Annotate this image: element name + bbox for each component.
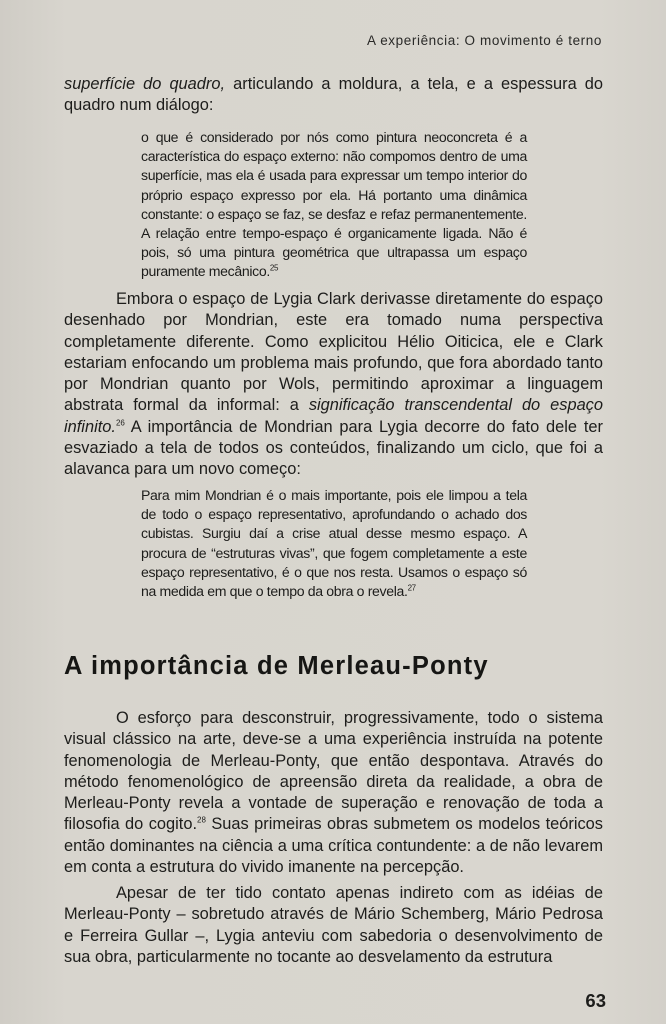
paragraph-2-text-b: A importância de Mondrian para Lygia decorre do fato dele ter esvaziado a tela de todos os conteúdos, finalizando um ciclo, que foi a alavanca para um novo começo:: [64, 417, 603, 479]
section-heading: A importância de Merleau-Ponty: [64, 652, 489, 680]
block-quote-2: [141, 486, 527, 601]
paragraph-4-text: Apesar de ter tido contato apenas indireto com as idéias de Merleau-Ponty – sobretudo através de Mário Schemberg, Mário Pedrosa e Ferreira Gullar –, Lygia anteviu com sabedoria o desenvolvimento de sua obra, particularmente no tocante ao desvelamento da estrutura: [64, 884, 603, 966]
running-head: A experiência: O movimento é terno: [366, 33, 602, 48]
paragraph-1-text: articulando a moldura, a tela, e a espessura do quadro num diálogo:: [64, 75, 603, 115]
paragraph-3-text-b: Suas primeiras obras submetem os modelos teóricos então dominantes na ciência a uma crítica contundente: a de não levarem em conta a estrutura do vivido imanente na percepção.: [64, 815, 603, 877]
paragraph-3-text-a: O esforço para desconstruir, progressivamente, todo o sistema visual clássico na arte, deve-se a uma experiência instruída na potente fenomenologia de Merleau-Ponty, que então despontava. Através do método fenomenológico de apreensão direta da realidade, a obra de Merleau-Ponty revela a vontade de superação e renovação de toda a filosofia do cogito.: [64, 709, 603, 834]
block-quote-1: [141, 128, 527, 282]
paragraph-2-text-a: Embora o espaço de Lygia Clark derivasse diretamente do espaço desenhado por Mondrian, este era tomado numa perspectiva completamente diferente. Como explicitou Hélio Oiticica, ele e Clark estariam enfocando um problema mais profundo, que fora abordado tanto por Mondrian quanto por Wols, permitindo aproximar a linguagem abstrata formal da informal: a: [64, 290, 603, 415]
paragraph-1-emphasis: superfície do quadro,: [64, 75, 226, 93]
footnote-ref-25: 25: [269, 263, 279, 273]
paragraph-2: [64, 289, 603, 481]
paragraph-2-emphasis: significação transcendental do espaço infinito.: [64, 396, 603, 436]
footnote-ref-27: 27: [407, 583, 416, 593]
page-number: 63: [585, 990, 606, 1011]
paragraph-3: [64, 708, 603, 878]
footnote-ref-26: 26: [115, 418, 125, 428]
paragraph-1: [64, 74, 603, 117]
block-quote-2-text: Para mim Mondrian é o mais importante, pois ele limpou a tela de todo o espaço representativo, aprofundando o achado dos cubistas. Surgiu daí a crise atual desse mesmo espaço. A procura de “estruturas vivas”, que fogem completamente a este espaço representativo, é o que nos resta. Usamos o espaço só na medida em que o tempo da obra o revela.: [141, 487, 527, 600]
block-quote-1-text: o que é considerado por nós como pintura neoconcreta é a característica do espaço externo: não compomos dentro de uma superfície, mas ela é usada para expressar um tempo interior do próprio espaço expresso por ela. Há portanto uma dinâmica constante: o espaço se faz, se desfaz e refaz permanentemente. A relação entre tempo-espaço é organicamente ligada. Não é pois, só uma pintura geométrica que ultrapassa um espaço puramente mecânico.: [141, 129, 527, 280]
footnote-ref-28: 28: [197, 816, 206, 826]
paragraph-4: [64, 883, 603, 968]
